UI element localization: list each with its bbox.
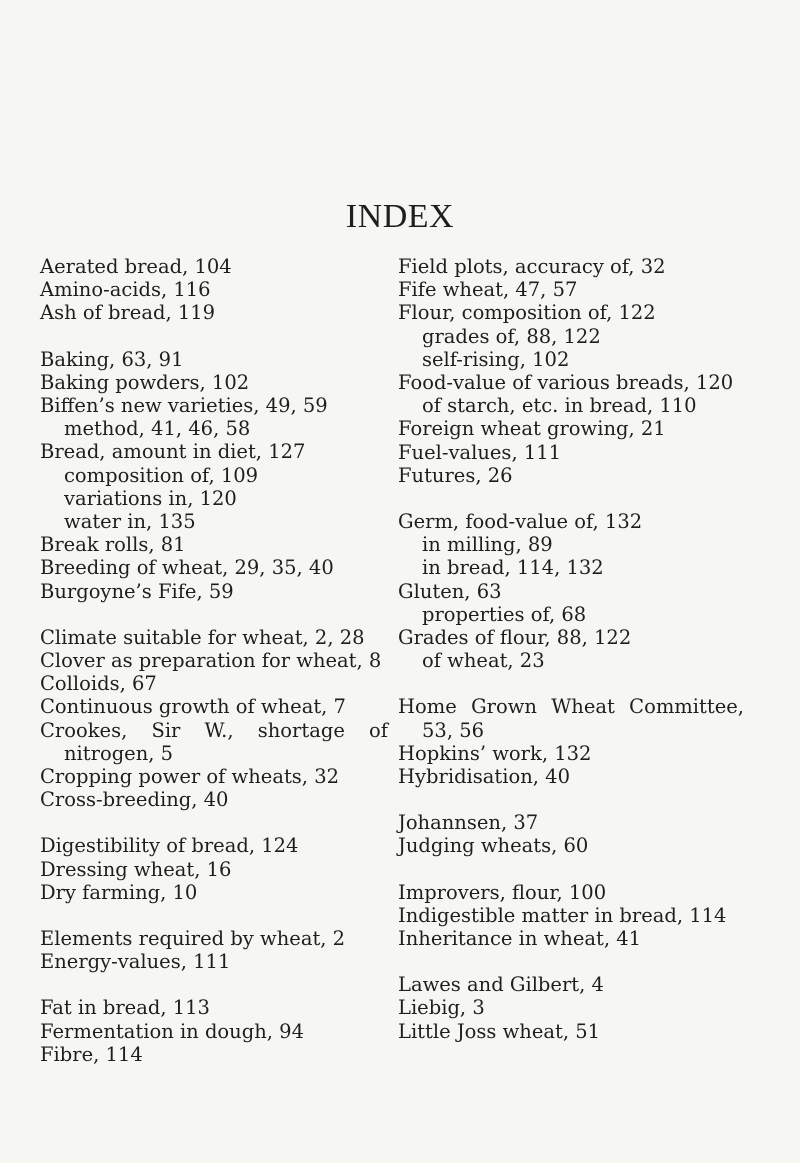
index-subentry: composition of, 109 xyxy=(64,463,259,487)
index-entry: Fermentation in dough, 94 xyxy=(40,1019,304,1043)
index-entry: Inheritance in wheat, 41 xyxy=(398,927,642,951)
index-subentry: water in, 135 xyxy=(64,510,196,534)
index-entry: Home Grown Wheat Committee, 53, 56 xyxy=(398,695,744,742)
index-entry: Food-value of various breads, 120 xyxy=(398,371,734,395)
index-entry: Breeding of wheat, 29, 35, 40 xyxy=(40,556,334,580)
index-entry: Judging wheats, 60 xyxy=(398,834,589,858)
index-group xyxy=(40,255,388,325)
index-group xyxy=(40,996,388,1066)
index-entry: Burgoyne’s Fife, 59 xyxy=(40,579,234,603)
index-subentry: grades of, 88, 122 xyxy=(422,324,601,348)
index-entry: Gluten, 63 xyxy=(398,579,502,603)
index-group xyxy=(40,927,388,973)
index-entry: Johannsen, 37 xyxy=(398,811,539,835)
index-group xyxy=(398,881,744,951)
index-subentry: variations in, 120 xyxy=(64,486,237,510)
index-entry: Bread, amount in diet, 127 xyxy=(40,440,306,464)
index-entry: Continuous growth of wheat, 7 xyxy=(40,695,346,719)
index-group xyxy=(40,348,388,603)
index-entry: Little Joss wheat, 51 xyxy=(398,1019,601,1043)
index-entry: Aerated bread, 104 xyxy=(40,255,232,278)
page-title: INDEX xyxy=(345,198,455,235)
index-entry: Dressing wheat, 16 xyxy=(40,857,232,881)
index-entry: Field plots, accuracy of, 32 xyxy=(398,255,666,278)
index-entry: Crookes, Sir W., shortage of nitrogen, 5 xyxy=(40,718,388,765)
index-subentry: method, 41, 46, 58 xyxy=(64,417,251,441)
index-entry: Germ, food-value of, 132 xyxy=(398,510,643,534)
index-group xyxy=(398,510,744,672)
index-subentry: of starch, etc. in bread, 110 xyxy=(422,394,697,418)
index-entry: Foreign wheat growing, 21 xyxy=(398,417,666,441)
index-entry: Indigestible matter in bread, 114 xyxy=(398,903,727,927)
index-entry: Grades of flour, 88, 122 xyxy=(398,626,632,650)
index-entry: Amino-acids, 116 xyxy=(40,278,211,302)
index-entry: Cropping power of wheats, 32 xyxy=(40,765,340,789)
index-entry: Climate suitable for wheat, 2, 28 xyxy=(40,625,365,649)
index-entry: Break rolls, 81 xyxy=(40,533,186,557)
index-entry: Baking, 63, 91 xyxy=(40,347,184,371)
index-entry: Biffen’s new varieties, 49, 59 xyxy=(40,394,328,418)
index-group xyxy=(40,834,388,904)
index-subentry: properties of, 68 xyxy=(422,602,587,626)
index-entry: Fuel-values, 111 xyxy=(398,440,562,464)
index-entry: Improvers, flour, 100 xyxy=(398,880,607,904)
index-entry: Fife wheat, 47, 57 xyxy=(398,278,578,302)
index-entry: Fibre, 114 xyxy=(40,1042,143,1066)
index-entry: Ash of bread, 119 xyxy=(40,301,216,325)
index-entry: Hopkins’ work, 132 xyxy=(398,741,592,765)
index-group xyxy=(40,626,388,812)
index-entry: Futures, 26 xyxy=(398,463,513,487)
index-subentry: self-rising, 102 xyxy=(422,347,570,371)
index-entry: Lawes and Gilbert, 4 xyxy=(398,973,604,997)
index-subentry: of wheat, 23 xyxy=(422,649,545,673)
index-column-right xyxy=(398,255,744,1066)
index-entry: Energy-values, 111 xyxy=(40,950,231,974)
index-group xyxy=(398,695,744,788)
index-entry: Flour, composition of, 122 xyxy=(398,301,656,325)
index-entry: Dry farming, 10 xyxy=(40,880,198,904)
index-entry: Clover as preparation for wheat, 8 xyxy=(40,649,382,673)
index-group xyxy=(398,811,744,857)
index-subentry: in bread, 114, 132 xyxy=(422,556,604,580)
index-column-left xyxy=(40,255,388,1089)
index-group xyxy=(398,973,744,1043)
index-entry: Hybridisation, 40 xyxy=(398,765,570,789)
index-group xyxy=(398,255,744,487)
index-entry: Fat in bread, 113 xyxy=(40,996,210,1020)
index-entry: Baking powders, 102 xyxy=(40,370,250,394)
index-entry: Liebig, 3 xyxy=(398,996,485,1020)
index-entry: Digestibility of bread, 124 xyxy=(40,834,299,858)
index-entry: Elements required by wheat, 2 xyxy=(40,927,346,951)
index-entry: Cross-breeding, 40 xyxy=(40,788,229,812)
index-subentry: in milling, 89 xyxy=(422,533,553,557)
index-entry: Colloids, 67 xyxy=(40,672,157,696)
